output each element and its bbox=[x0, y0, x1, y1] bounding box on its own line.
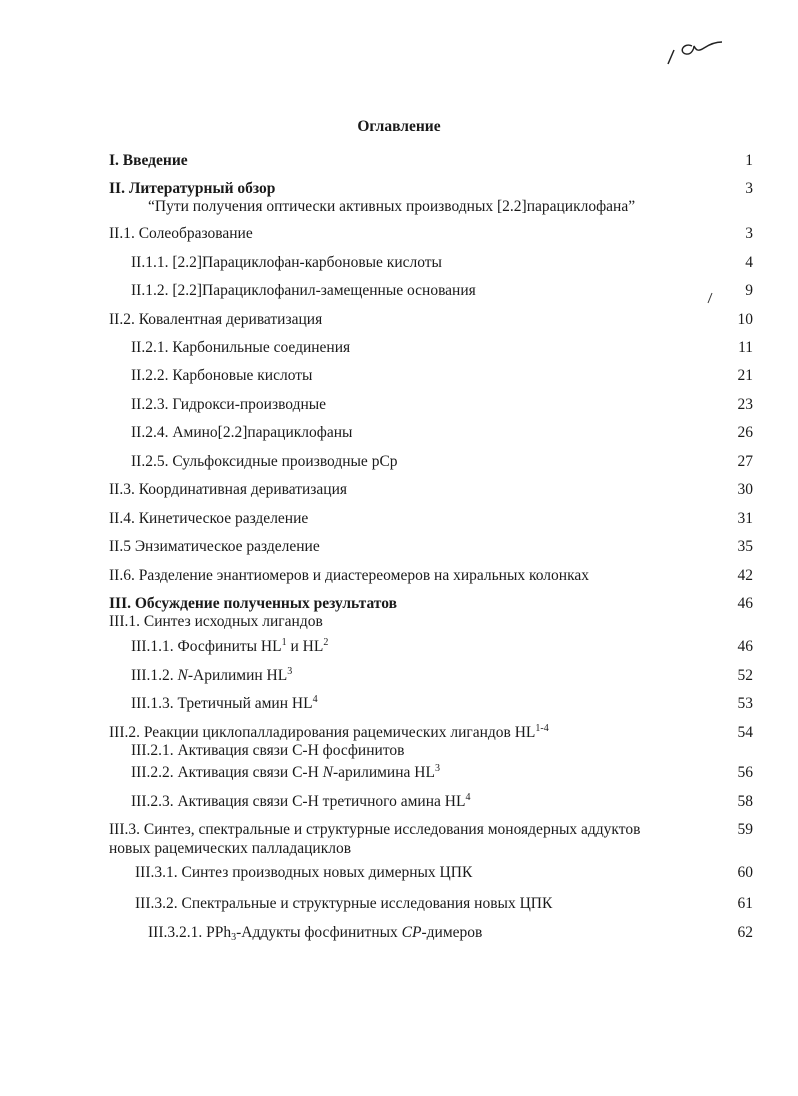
toc-entry-title bbox=[109, 151, 188, 171]
toc-page-number: 31 bbox=[737, 510, 753, 527]
toc-page-number: 42 bbox=[737, 567, 753, 584]
toc-entry bbox=[0, 566, 798, 586]
toc-page-number: 9 bbox=[745, 282, 753, 299]
toc-page-number: 46 bbox=[737, 638, 753, 655]
toc-entry-title bbox=[109, 723, 549, 743]
toc-entry-title bbox=[131, 666, 292, 686]
toc-page-number: 58 bbox=[737, 793, 753, 810]
title-segment: III.2.3. Активация связи C-H третичного амина HL bbox=[131, 793, 466, 810]
toc-entry-title bbox=[131, 338, 350, 358]
toc-entry-title bbox=[131, 792, 470, 812]
title-segment: II.2.1. Карбонильные соединения bbox=[131, 339, 351, 356]
toc-page-number: 1 bbox=[745, 152, 753, 169]
title-segment: III.1.2. bbox=[131, 667, 178, 684]
toc-entry bbox=[0, 452, 798, 472]
toc-entry bbox=[0, 637, 798, 657]
toc-entry bbox=[0, 338, 798, 358]
superscript: 3 bbox=[287, 666, 293, 677]
toc-page-number: 59 bbox=[737, 821, 753, 838]
toc-entry bbox=[0, 395, 798, 415]
toc-page-number: 10 bbox=[737, 311, 753, 328]
toc-entry-title bbox=[131, 423, 352, 443]
toc-entry-title bbox=[131, 741, 404, 761]
title-segment: II.3. Координативная дериватизация bbox=[109, 481, 348, 498]
toc-page-number: 35 bbox=[737, 538, 753, 555]
superscript: 1-4 bbox=[535, 723, 549, 734]
toc-entry bbox=[0, 666, 798, 686]
toc-entry bbox=[0, 197, 798, 217]
toc-entry-title bbox=[109, 480, 347, 500]
toc-entry-title bbox=[131, 395, 326, 415]
title-segment: II.1.1. [2.2]Парациклофан-карбоновые кислоты bbox=[131, 254, 442, 271]
title-segment: III.2. Реакции циклопалладирования рацемических лигандов HL bbox=[109, 724, 536, 741]
toc-page-number: 3 bbox=[745, 225, 753, 242]
toc-page-number: 56 bbox=[737, 764, 753, 781]
toc-entry-title bbox=[109, 179, 275, 199]
toc-page-number: 4 bbox=[745, 254, 753, 271]
toc-page-number: 46 bbox=[737, 595, 753, 612]
toc-entry bbox=[0, 612, 798, 632]
title-segment: II.2.3. Гидрокси-производные bbox=[131, 396, 327, 413]
toc-page-number: 3 bbox=[745, 180, 753, 197]
page-title: Оглавление bbox=[357, 118, 441, 135]
title-segment: III.1.3. Третичный амин HL bbox=[131, 695, 313, 712]
toc-entry bbox=[0, 537, 798, 557]
toc-entry-title bbox=[109, 820, 640, 840]
toc-entry-title bbox=[131, 452, 398, 472]
toc-page-number: 27 bbox=[737, 453, 753, 470]
toc-entry bbox=[0, 366, 798, 386]
toc-entry bbox=[0, 839, 798, 859]
toc-entry bbox=[0, 741, 798, 761]
toc-entry-title bbox=[131, 281, 476, 301]
title-segment: II.4. Кинетическое разделение bbox=[109, 510, 309, 527]
superscript: 1 bbox=[281, 637, 287, 648]
title-segment: III. Обсуждение полученных результатов bbox=[109, 595, 397, 612]
title-segment: III.3. Синтез, спектральные и структурные исследования моноядерных аддуктов bbox=[109, 821, 641, 838]
title-segment: II.5 Энзиматическое разделение bbox=[109, 538, 320, 555]
toc-entry bbox=[0, 310, 798, 330]
toc-entry-title bbox=[131, 366, 312, 386]
title-segment: II.1. Солеобразование bbox=[109, 225, 253, 242]
toc-entry-title bbox=[135, 863, 472, 883]
handwritten-note bbox=[660, 30, 730, 70]
title-segment: -Аддукты фосфинитных bbox=[236, 924, 402, 941]
title-segment: III.1. Синтез исходных лигандов bbox=[109, 613, 323, 630]
toc-entry bbox=[0, 763, 798, 783]
toc-entry bbox=[0, 923, 798, 943]
toc-page-number: 52 bbox=[737, 667, 753, 684]
toc-entry-title bbox=[109, 537, 320, 557]
toc-entry-title bbox=[109, 224, 253, 244]
toc-entry-title bbox=[109, 612, 323, 632]
toc-entry-title bbox=[109, 566, 589, 586]
toc-entry-title bbox=[109, 509, 308, 529]
title-segment: II.1.2. [2.2]Парациклофанил-замещенные основания bbox=[131, 282, 476, 299]
toc-page-number: 11 bbox=[738, 339, 753, 356]
toc-entry-title bbox=[109, 594, 397, 614]
title-segment: N bbox=[177, 667, 188, 684]
toc-entry bbox=[0, 151, 798, 171]
toc-entry bbox=[0, 792, 798, 812]
toc-page-number: 60 bbox=[737, 864, 753, 881]
toc-entry bbox=[0, 281, 798, 301]
title-segment: -Арилимин HL bbox=[187, 667, 288, 684]
toc-entry bbox=[0, 423, 798, 443]
toc-entry-title bbox=[135, 894, 552, 914]
toc-entry bbox=[0, 480, 798, 500]
toc-entry bbox=[0, 894, 798, 914]
toc-entry bbox=[0, 224, 798, 244]
title-segment: III.3.2. Спектральные и структурные исследования новых ЦПК bbox=[135, 895, 553, 912]
title-segment: II.2.4. Амино[2.2]парациклофаны bbox=[131, 424, 353, 441]
title-segment: -димеров bbox=[421, 924, 483, 941]
title-segment: II.2.2. Карбоновые кислоты bbox=[131, 367, 313, 384]
toc-entry-title bbox=[131, 763, 440, 783]
superscript: 4 bbox=[312, 694, 318, 705]
subscript: 3 bbox=[231, 932, 237, 943]
toc-entry-title bbox=[109, 310, 322, 330]
toc-entry bbox=[0, 820, 798, 840]
toc-entry bbox=[0, 509, 798, 529]
toc-page-number: 53 bbox=[737, 695, 753, 712]
toc-entry bbox=[0, 179, 798, 199]
title-segment: новых рацемических палладациклов bbox=[109, 840, 352, 857]
toc-page-number: 26 bbox=[737, 424, 753, 441]
toc-entry-title bbox=[131, 253, 442, 273]
toc-entry bbox=[0, 723, 798, 743]
superscript: 2 bbox=[323, 637, 329, 648]
superscript: 4 bbox=[465, 792, 471, 803]
title-segment: III.3.2.1. PPh bbox=[148, 924, 232, 941]
title-segment: N bbox=[322, 764, 333, 781]
title-segment: “Пути получения оптически активных производных [2.2]парациклофана” bbox=[148, 198, 636, 215]
toc-entry-title bbox=[148, 197, 635, 217]
toc-page-number: 30 bbox=[737, 481, 753, 498]
title-segment: II.6. Разделение энантиомеров и диастереомеров на хиральных колонках bbox=[109, 567, 590, 584]
title-segment: CP bbox=[401, 924, 422, 941]
toc-entry-title bbox=[148, 923, 482, 943]
toc-page-number: 21 bbox=[737, 367, 753, 384]
title-segment: III.2.1. Активация связи C-H фосфинитов bbox=[131, 742, 405, 759]
title-segment: III.1.1. Фосфиниты HL bbox=[131, 638, 282, 655]
superscript: 3 bbox=[434, 763, 440, 774]
title-segment: I. Введение bbox=[109, 152, 188, 169]
title-segment: -арилимина HL bbox=[333, 764, 435, 781]
title-segment: III.3.1. Синтез производных новых димерных ЦПК bbox=[135, 864, 473, 881]
title-segment: и HL bbox=[286, 638, 324, 655]
toc-entry bbox=[0, 863, 798, 883]
toc-entry bbox=[0, 253, 798, 273]
title-segment: II.2. Ковалентная дериватизация bbox=[109, 311, 323, 328]
toc-entry bbox=[0, 594, 798, 614]
title-segment: II.2.5. Сульфоксидные производные pCp bbox=[131, 453, 398, 470]
toc-page-number: 54 bbox=[737, 724, 753, 741]
toc-page-number: 23 bbox=[737, 396, 753, 413]
toc-page-number: 62 bbox=[737, 924, 753, 941]
title-segment: II. Литературный обзор bbox=[109, 180, 276, 197]
toc-page-number: 61 bbox=[737, 895, 753, 912]
toc-entry bbox=[0, 694, 798, 714]
toc-entry-title bbox=[131, 637, 328, 657]
toc-entry-title bbox=[109, 839, 351, 859]
toc-entry-title bbox=[131, 694, 318, 714]
title-segment: III.2.2. Активация связи C-H bbox=[131, 764, 323, 781]
